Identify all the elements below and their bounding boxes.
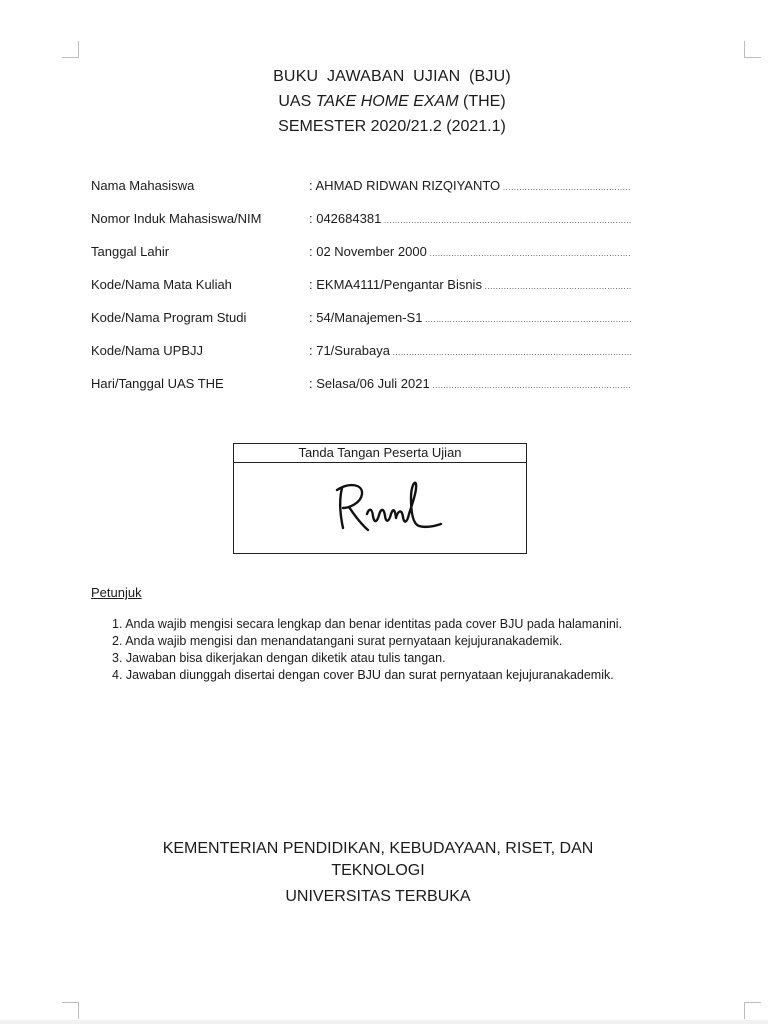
- title-line-2-prefix: UAS: [278, 93, 312, 110]
- identity-value: : 54/Manajemen-S1 .....: [309, 308, 631, 330]
- identity-value: : 042684381 .....: [309, 209, 631, 231]
- identity-row-nama: [91, 176, 631, 209]
- identity-row-upbjj: [91, 341, 631, 374]
- identity-row-mata-kuliah: [91, 275, 631, 308]
- identity-label: Tanggal Lahir: [91, 244, 170, 259]
- signature-box: [233, 443, 527, 554]
- crop-mark-bottom-right: [744, 1002, 761, 1019]
- identity-value: : EKMA4111/Pengantar Bisnis .....: [309, 275, 631, 297]
- identity-value: : 71/Surabaya .....: [309, 341, 631, 363]
- identity-label: Kode/Nama Program Studi: [91, 310, 247, 325]
- identity-value: : Selasa/06 Juli 2021 .....: [309, 374, 631, 396]
- instruction-item: 2. Anda wajib mengisi dan menandatangani surat pernyataan kejujuranakademik.: [112, 634, 563, 648]
- document-title: [0, 64, 768, 139]
- institution-footer: [151, 838, 605, 908]
- instruction-item: 1. Anda wajib mengisi secara lengkap dan benar identitas pada cover BJU pada halamanini.: [112, 617, 623, 631]
- identity-label: Kode/Nama UPBJJ: [91, 343, 203, 358]
- identity-value: : AHMAD RIDWAN RIZQIYANTO .....: [309, 176, 631, 198]
- title-line-2-suffix: (THE): [463, 93, 506, 110]
- identity-label: Nama Mahasiswa: [91, 178, 195, 193]
- crop-mark-top-left: [62, 41, 79, 58]
- identity-label: Kode/Nama Mata Kuliah: [91, 277, 232, 292]
- title-line-2-italic: TAKE HOME EXAM: [315, 93, 459, 110]
- identity-value: : 02 November 2000 .....: [309, 242, 631, 264]
- identity-row-nim: [91, 209, 631, 242]
- ministry-name: KEMENTERIAN PENDIDIKAN, KEBUDAYAAN, RISET, DAN TEKNOLOGI: [162, 840, 594, 879]
- identity-label: Hari/Tanggal UAS THE: [91, 376, 224, 391]
- signature-heading: Tanda Tangan Peserta Ujian: [234, 444, 526, 463]
- signature-image: [329, 478, 449, 538]
- crop-mark-bottom-left: [62, 1002, 79, 1019]
- instruction-item: 4. Jawaban diunggah disertai dengan cover BJU dan surat pernyataan kejujuranakademik.: [112, 668, 614, 682]
- title-line-2: [0, 89, 768, 114]
- university-name: UNIVERSITAS TERBUKA: [285, 888, 471, 905]
- crop-mark-top-right: [744, 41, 761, 58]
- identity-row-program-studi: [91, 308, 631, 341]
- instructions-list: [112, 616, 622, 684]
- identity-label: Nomor Induk Mahasiswa/NIM: [91, 211, 262, 226]
- instruction-item: 3. Jawaban bisa dikerjakan dengan diketik atau tulis tangan.: [112, 651, 446, 665]
- instructions-title: Petunjuk: [91, 585, 142, 600]
- title-line-3: SEMESTER 2020/21.2 (2021.1): [278, 118, 506, 135]
- identity-section: [91, 176, 631, 407]
- title-line-1: BUKU JAWABAN UJIAN (BJU): [273, 68, 511, 85]
- identity-row-hari-tanggal: [91, 374, 631, 407]
- identity-row-tanggal-lahir: [91, 242, 631, 275]
